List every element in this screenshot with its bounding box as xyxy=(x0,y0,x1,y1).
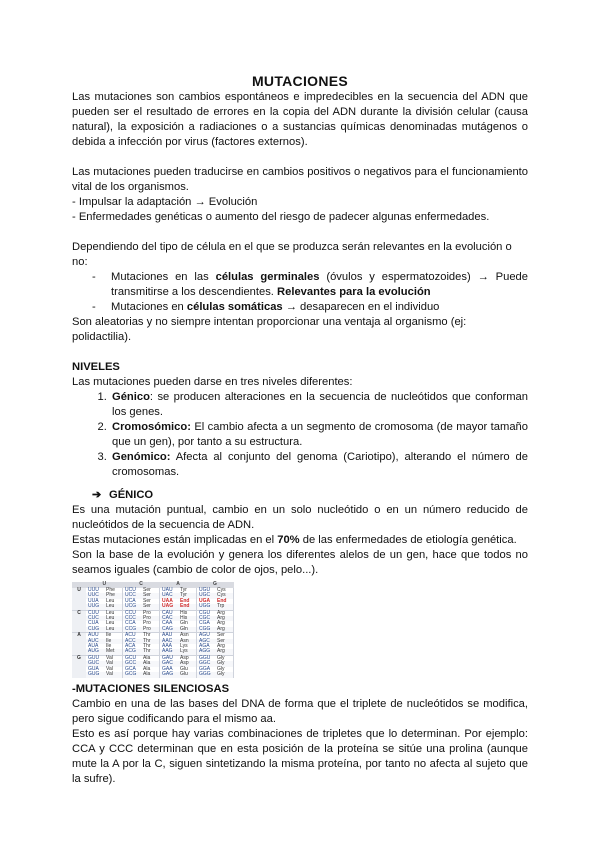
amino-acid-cell: Gly xyxy=(215,672,234,677)
effects-paragraph: Las mutaciones pueden traducirse en cambios positivos o negativos para el funcionamiento vital de los organismos. xyxy=(72,166,528,193)
cell-type-list xyxy=(72,270,528,315)
codon-cell: CAA xyxy=(162,620,173,627)
amino-acid-cell: Thr xyxy=(141,633,160,639)
amino-acid-cell: Arg xyxy=(215,627,234,633)
codon-cell: UCC xyxy=(123,593,142,598)
codon-cell: UUG xyxy=(86,604,104,610)
amino-acid-cell: Asn xyxy=(178,633,197,639)
amino-acid-cell: Val xyxy=(104,655,123,661)
codon-cell: ACC xyxy=(123,639,142,644)
codon-cell: CGC xyxy=(197,616,216,621)
codon-cell: GAG xyxy=(160,672,179,677)
amino-acid-cell: His xyxy=(178,616,197,621)
amino-acid-cell: Ile xyxy=(104,633,123,639)
amino-acid-cell: His xyxy=(178,610,197,616)
silent-paragraph-1: Cambio en una de las bases del DNA de forma que el triplete de nucleótidos se modifica, pero sigue codificando para el mismo aa. xyxy=(72,697,528,725)
amino-acid-cell: Tyr xyxy=(178,593,197,598)
list-item-cromosomico: 2. Cromosómico: El cambio afecta a un segmento de cromosoma (de mayor tamaño que un gen), por tanto a su estructura. xyxy=(110,420,528,450)
amino-acid-cell: Ala xyxy=(141,655,160,661)
table-row xyxy=(72,672,234,677)
codon-cell: CAU xyxy=(160,610,179,616)
codon-cell: CUG xyxy=(86,627,104,633)
amino-acid-cell: Lys xyxy=(178,644,197,649)
amino-acid-cell: Asp xyxy=(178,661,197,666)
silent-paragraph-2: Esto es así porque hay varias combinaciones de tripletes que lo determinan. Por ejemplo: CCA y CCC determinan que en esta posición de la proteína se sitúe una prolina (aunque mute la A por la C, siguen sintetizando la misma proteína, por tanto no afecta al sujeto que la sufre). xyxy=(72,727,528,785)
codon-cell: AGU xyxy=(197,633,216,639)
amino-acid-cell: Asn xyxy=(178,639,197,644)
random-paragraph: Son aleatorias y no siempre intentan proporcionar una ventaja al organismo (ej: polidactilia). xyxy=(72,316,467,343)
amino-acid-cell: Glu xyxy=(178,672,197,677)
niveles-list xyxy=(72,390,528,480)
amino-acid-cell: Gly xyxy=(215,655,234,661)
codon-cell: CGG xyxy=(197,627,216,633)
amino-acid-cell: Leu xyxy=(104,616,123,621)
codon-cell: UCA xyxy=(125,597,136,604)
codon-first-base xyxy=(72,672,86,677)
amino-acid-cell: End xyxy=(178,604,197,610)
codon-cell: GGA xyxy=(199,665,211,672)
amino-acid-cell: Trp xyxy=(215,604,234,610)
codon-cell: ACG xyxy=(123,649,142,655)
codon-cell: CCG xyxy=(123,627,142,633)
codon-cell: CAC xyxy=(160,616,179,621)
amino-acid-cell: Ile xyxy=(104,639,123,644)
codon-cell: GGG xyxy=(197,672,216,677)
codon-cell: AUA xyxy=(88,643,99,650)
amino-acid-cell: Arg xyxy=(215,644,234,649)
codon-cell: CGA xyxy=(199,620,210,627)
codon-cell: AUG xyxy=(86,649,104,655)
codon-header-cell: G xyxy=(197,582,234,588)
codon-cell: AAG xyxy=(160,649,179,655)
codon-cell: UAA xyxy=(162,597,173,604)
codon-cell: AAC xyxy=(160,639,179,644)
codon-cell: AAA xyxy=(162,643,173,650)
amino-acid-cell: Ser xyxy=(141,593,160,598)
amino-acid-cell: Leu xyxy=(104,604,123,610)
arrow-right-icon: ➔ xyxy=(92,489,102,501)
amino-acid-cell: Asp xyxy=(178,655,197,661)
niveles-intro: Las mutaciones pueden darse en tres niveles diferentes: xyxy=(72,376,353,388)
codon-cell: CAG xyxy=(160,627,179,633)
amino-acid-cell: Thr xyxy=(141,639,160,644)
amino-acid-cell: Met xyxy=(104,649,123,655)
page-title: MUTACIONES xyxy=(251,73,349,89)
amino-acid-cell: Arg xyxy=(215,616,234,621)
list-item-germinal: - Mutaciones en las células germinales (óvulos y espermatozoides) → Puede transmitirse a los descendientes. Relevantes para la evolución xyxy=(92,270,528,300)
amino-acid-cell: End xyxy=(178,599,197,604)
amino-acid-cell: Ser xyxy=(141,599,160,604)
codon-cell: UAC xyxy=(160,593,179,598)
list-item-somatic: - Mutaciones en células somáticas → desaparecen en el individuo xyxy=(92,300,528,315)
amino-acid-cell: Phe xyxy=(104,593,123,598)
amino-acid-cell: Pro xyxy=(141,627,160,633)
genico-paragraph-3: Son la base de la evolución y genera los diferentes alelos de un gen, hace que todos no seamos iguales (cambio de color de ojos, pelo...). xyxy=(72,549,528,576)
codon-cell: ACU xyxy=(123,633,142,639)
codon-cell: CCC xyxy=(123,616,142,621)
codon-cell: AUC xyxy=(86,639,104,644)
amino-acid-cell: Leu xyxy=(104,610,123,616)
amino-acid-cell: Leu xyxy=(104,627,123,633)
amino-acid-cell: Ser xyxy=(141,604,160,610)
codon-header-cell: C xyxy=(123,582,160,588)
amino-acid-cell: Arg xyxy=(215,621,234,626)
genico-paragraph-1: Es una mutación puntual, cambio en un solo nucleótido o en un número reducido de nucleótidos de la secuencia de ADN. xyxy=(72,504,528,531)
silent-heading: -MUTACIONES SILENCIOSAS xyxy=(72,682,230,695)
amino-acid-cell: Ser xyxy=(215,633,234,639)
codon-cell: CUC xyxy=(86,616,104,621)
amino-acid-cell: Pro xyxy=(141,621,160,626)
codon-cell: UUA xyxy=(88,597,99,604)
codon-cell: UGC xyxy=(197,593,216,598)
codon-cell: UUU xyxy=(88,587,99,593)
codon-table xyxy=(72,582,234,678)
amino-acid-cell: Gln xyxy=(178,627,197,633)
amino-acid-cell: Ile xyxy=(104,644,123,649)
codon-first-base: C xyxy=(72,610,86,616)
codon-cell: GGU xyxy=(197,655,216,661)
codon-cell: GAC xyxy=(160,661,179,666)
amino-acid-cell: Arg xyxy=(215,649,234,655)
codon-cell: AAU xyxy=(160,633,179,639)
codon-cell: GCU xyxy=(123,655,142,661)
amino-acid-cell: Pro xyxy=(141,616,160,621)
codon-cell: CCA xyxy=(125,620,136,627)
amino-acid-cell: Gln xyxy=(178,621,197,626)
codon-cell: AGG xyxy=(197,649,216,655)
codon-first-base: U xyxy=(72,588,86,593)
codon-cell: GCA xyxy=(125,665,136,672)
codon-cell: UGU xyxy=(199,587,211,593)
codon-cell: UCU xyxy=(125,587,136,593)
codon-cell: CUU xyxy=(86,610,104,616)
codon-cell: GAU xyxy=(160,655,179,661)
codon-cell: UGG xyxy=(197,604,216,610)
amino-acid-cell: Phe xyxy=(104,588,123,593)
amino-acid-cell: Arg xyxy=(215,610,234,616)
effect-bullet-adaptation: - Impulsar la adaptación → Evolución xyxy=(72,196,258,208)
amino-acid-cell: Ala xyxy=(141,667,160,672)
list-item-genico: 1. Génico: se producen alteraciones en la secuencia de nucleótidos que conforman los genes. xyxy=(110,390,528,420)
codon-cell: UCG xyxy=(123,604,142,610)
amino-acid-cell: Leu xyxy=(104,621,123,626)
amino-acid-cell: Pro xyxy=(141,610,160,616)
codon-first-base: G xyxy=(72,655,86,661)
codon-cell: CUA xyxy=(88,620,99,627)
genico-paragraph-2: Estas mutaciones están implicadas en el 70% de las enfermedades de etiología genética. xyxy=(72,534,517,546)
amino-acid-cell: Val xyxy=(104,667,123,672)
effect-bullet-disease: - Enfermedades genéticas o aumento del riesgo de padecer algunas enfermedades. xyxy=(72,211,490,223)
niveles-heading: NIVELES xyxy=(72,361,120,373)
list-item-genomico: 3. Genómico: Afecta al conjunto del genoma (Cariotipo), alterando el número de cromosomas. xyxy=(110,450,528,480)
intro-paragraph: Las mutaciones son cambios espontáneos e impredecibles en la secuencia del ADN que pueden ser el resultado de errores en la copia del ADN durante la división celular (causa natural), la exposición a radiaciones o a sustancias químicas denominadas mutágenos o debida a infección por virus (factores externos). xyxy=(72,91,528,148)
codon-cell: GUA xyxy=(88,665,99,672)
genico-heading: ➔ GÉNICO xyxy=(92,489,154,501)
codon-cell: GUC xyxy=(86,661,104,666)
codon-cell: GCG xyxy=(123,672,142,677)
codon-cell: AUU xyxy=(86,633,104,639)
codon-cell: GUU xyxy=(86,655,104,661)
amino-acid-cell: Tyr xyxy=(178,588,197,593)
codon-cell: UAG xyxy=(160,604,179,610)
codon-cell: CCU xyxy=(123,610,142,616)
codon-first-base: A xyxy=(72,633,86,639)
amino-acid-cell: Ala xyxy=(141,672,160,677)
amino-acid-cell: Thr xyxy=(141,649,160,655)
amino-acid-cell: Val xyxy=(104,661,123,666)
amino-acid-cell: End xyxy=(215,599,234,604)
amino-acid-cell: Cys xyxy=(215,588,234,593)
codon-cell: GAA xyxy=(162,665,173,672)
amino-acid-cell: Cys xyxy=(215,593,234,598)
amino-acid-cell: Lys xyxy=(178,649,197,655)
codon-header-cell: U xyxy=(86,582,123,588)
codon-cell: AGA xyxy=(199,643,210,650)
codon-cell: UUC xyxy=(86,593,104,598)
amino-acid-cell: Glu xyxy=(178,667,197,672)
codon-cell: GGC xyxy=(197,661,216,666)
amino-acid-cell: Gly xyxy=(215,661,234,666)
amino-acid-cell: Val xyxy=(104,672,123,677)
amino-acid-cell: Ser xyxy=(215,639,234,644)
document-page xyxy=(72,72,528,787)
codon-cell: UGA xyxy=(199,597,211,604)
amino-acid-cell: Ser xyxy=(141,588,160,593)
codon-header-cell: A xyxy=(160,582,197,588)
amino-acid-cell: Thr xyxy=(141,644,160,649)
amino-acid-cell: Ala xyxy=(141,661,160,666)
codon-cell: CGU xyxy=(197,610,216,616)
codon-cell: GUG xyxy=(86,672,104,677)
amino-acid-cell: Gly xyxy=(215,667,234,672)
cell-type-paragraph: Dependiendo del tipo de célula en el que se produzca serán relevantes en la evolución o no: xyxy=(72,241,512,268)
codon-cell: AGC xyxy=(197,639,216,644)
codon-cell: ACA xyxy=(125,643,136,650)
codon-cell: GCC xyxy=(123,661,142,666)
amino-acid-cell: Leu xyxy=(104,599,123,604)
codon-cell: UAU xyxy=(162,587,173,593)
